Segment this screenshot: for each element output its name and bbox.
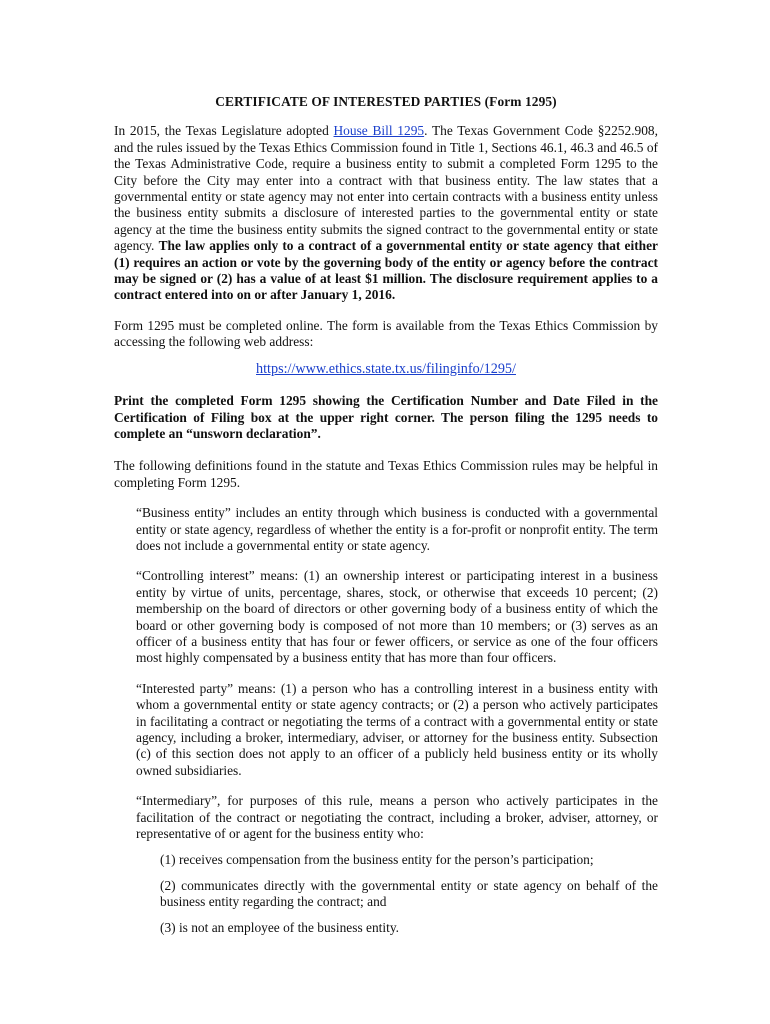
definition-controlling-interest: “Controlling interest” means: (1) an ownership interest or participating interest in a business entity by virtue of units, percentage, shares, stock, or otherwise that exceeds 10 percent; (2) membership on the board of directors or other governing body of a business entity of which the board or other governing body is composed of not more than 10 members; or (3) serves as an officer of a business entity that has four or fewer officers, or service as one of the four officers most highly compensated by a business entity that has more than four officers. bbox=[136, 568, 658, 666]
url-line bbox=[114, 361, 658, 377]
house-bill-1295-link[interactable]: House Bill 1295 bbox=[333, 123, 425, 139]
document-page bbox=[114, 94, 658, 945]
online-paragraph: Form 1295 must be completed online. The form is available from the Texas Ethics Commission by accessing the following web address: bbox=[114, 317, 658, 350]
ethics-commission-url-link[interactable]: https://www.ethics.state.tx.us/filinginfo/1295/ bbox=[256, 360, 516, 377]
intermediary-item-2: (2) communicates directly with the governmental entity or state agency on behalf of the business entity regarding the contract; and bbox=[160, 877, 658, 910]
definition-business-entity: “Business entity” includes an entity through which business is conducted with a governmental entity or state agency, regardless of whether the entity is a for-profit or nonprofit entity. The term does not include a governmental entity or state agency. bbox=[136, 505, 658, 553]
intermediary-item-3: (3) is not an employee of the business entity. bbox=[160, 919, 399, 935]
print-instruction: Print the completed Form 1295 showing the Certification Number and Date Filed in the Certification of Filing box at the upper right corner. The person filing the 1295 needs to complete an “unsworn declaration”. bbox=[114, 393, 658, 441]
intro-text-before-link: In 2015, the Texas Legislature adopted bbox=[114, 123, 334, 139]
intro-text-after-link: . The Texas Government Code §2252.908, and the rules issued by the Texas Ethics Commission found in Title 1, Sections 46.1, 46.3 and 46.5 of the Texas Administrative Code, require a business entity to submit a completed Form 1295 to the City before the City may enter into a contract with that business entity. The law states that a governmental entity or state agency may not enter into certain contracts with a business entity unless the business entity submits a disclosure of interested parties to the governmental entity or state agency at the time the business entity submits the signed contract to the governmental entity or state agency. bbox=[114, 123, 658, 254]
intro-paragraph bbox=[114, 123, 658, 303]
document-title: CERTIFICATE OF INTERESTED PARTIES (Form 1295) bbox=[215, 94, 557, 109]
definition-intermediary: “Intermediary”, for purposes of this rule, means a person who actively participates in the facilitation of the contract or negotiating the contract, including a broker, adviser, attorney, or representative of or agent for the business entity who: bbox=[136, 793, 658, 842]
intermediary-item-1: (1) receives compensation from the business entity for the person’s participation; bbox=[160, 852, 594, 868]
definition-interested-party: “Interested party” means: (1) a person who has a controlling interest in a business entity with whom a governmental entity or state agency contracts; or (2) a person who actively participates in facilitating a contract or negotiating the terms of a contract with a governmental entity or state agency, including a broker, intermediary, adviser, or attorney for the business entity. Subsection (c) of this section does not apply to an officer of a publicly held business entity or its wholly owned subsidiaries. bbox=[136, 680, 658, 778]
intro-bold-text: The law applies only to a contract of a governmental entity or state agency that either (1) requires an action or vote by the governing body of the entity or agency before the contract may be signed or (2) has a value of at least $1 million. The disclosure requirement applies to a contract entered into on or after January 1, 2016. bbox=[114, 238, 658, 303]
definitions-intro: The following definitions found in the statute and Texas Ethics Commission rules may be helpful in completing Form 1295. bbox=[114, 458, 658, 490]
